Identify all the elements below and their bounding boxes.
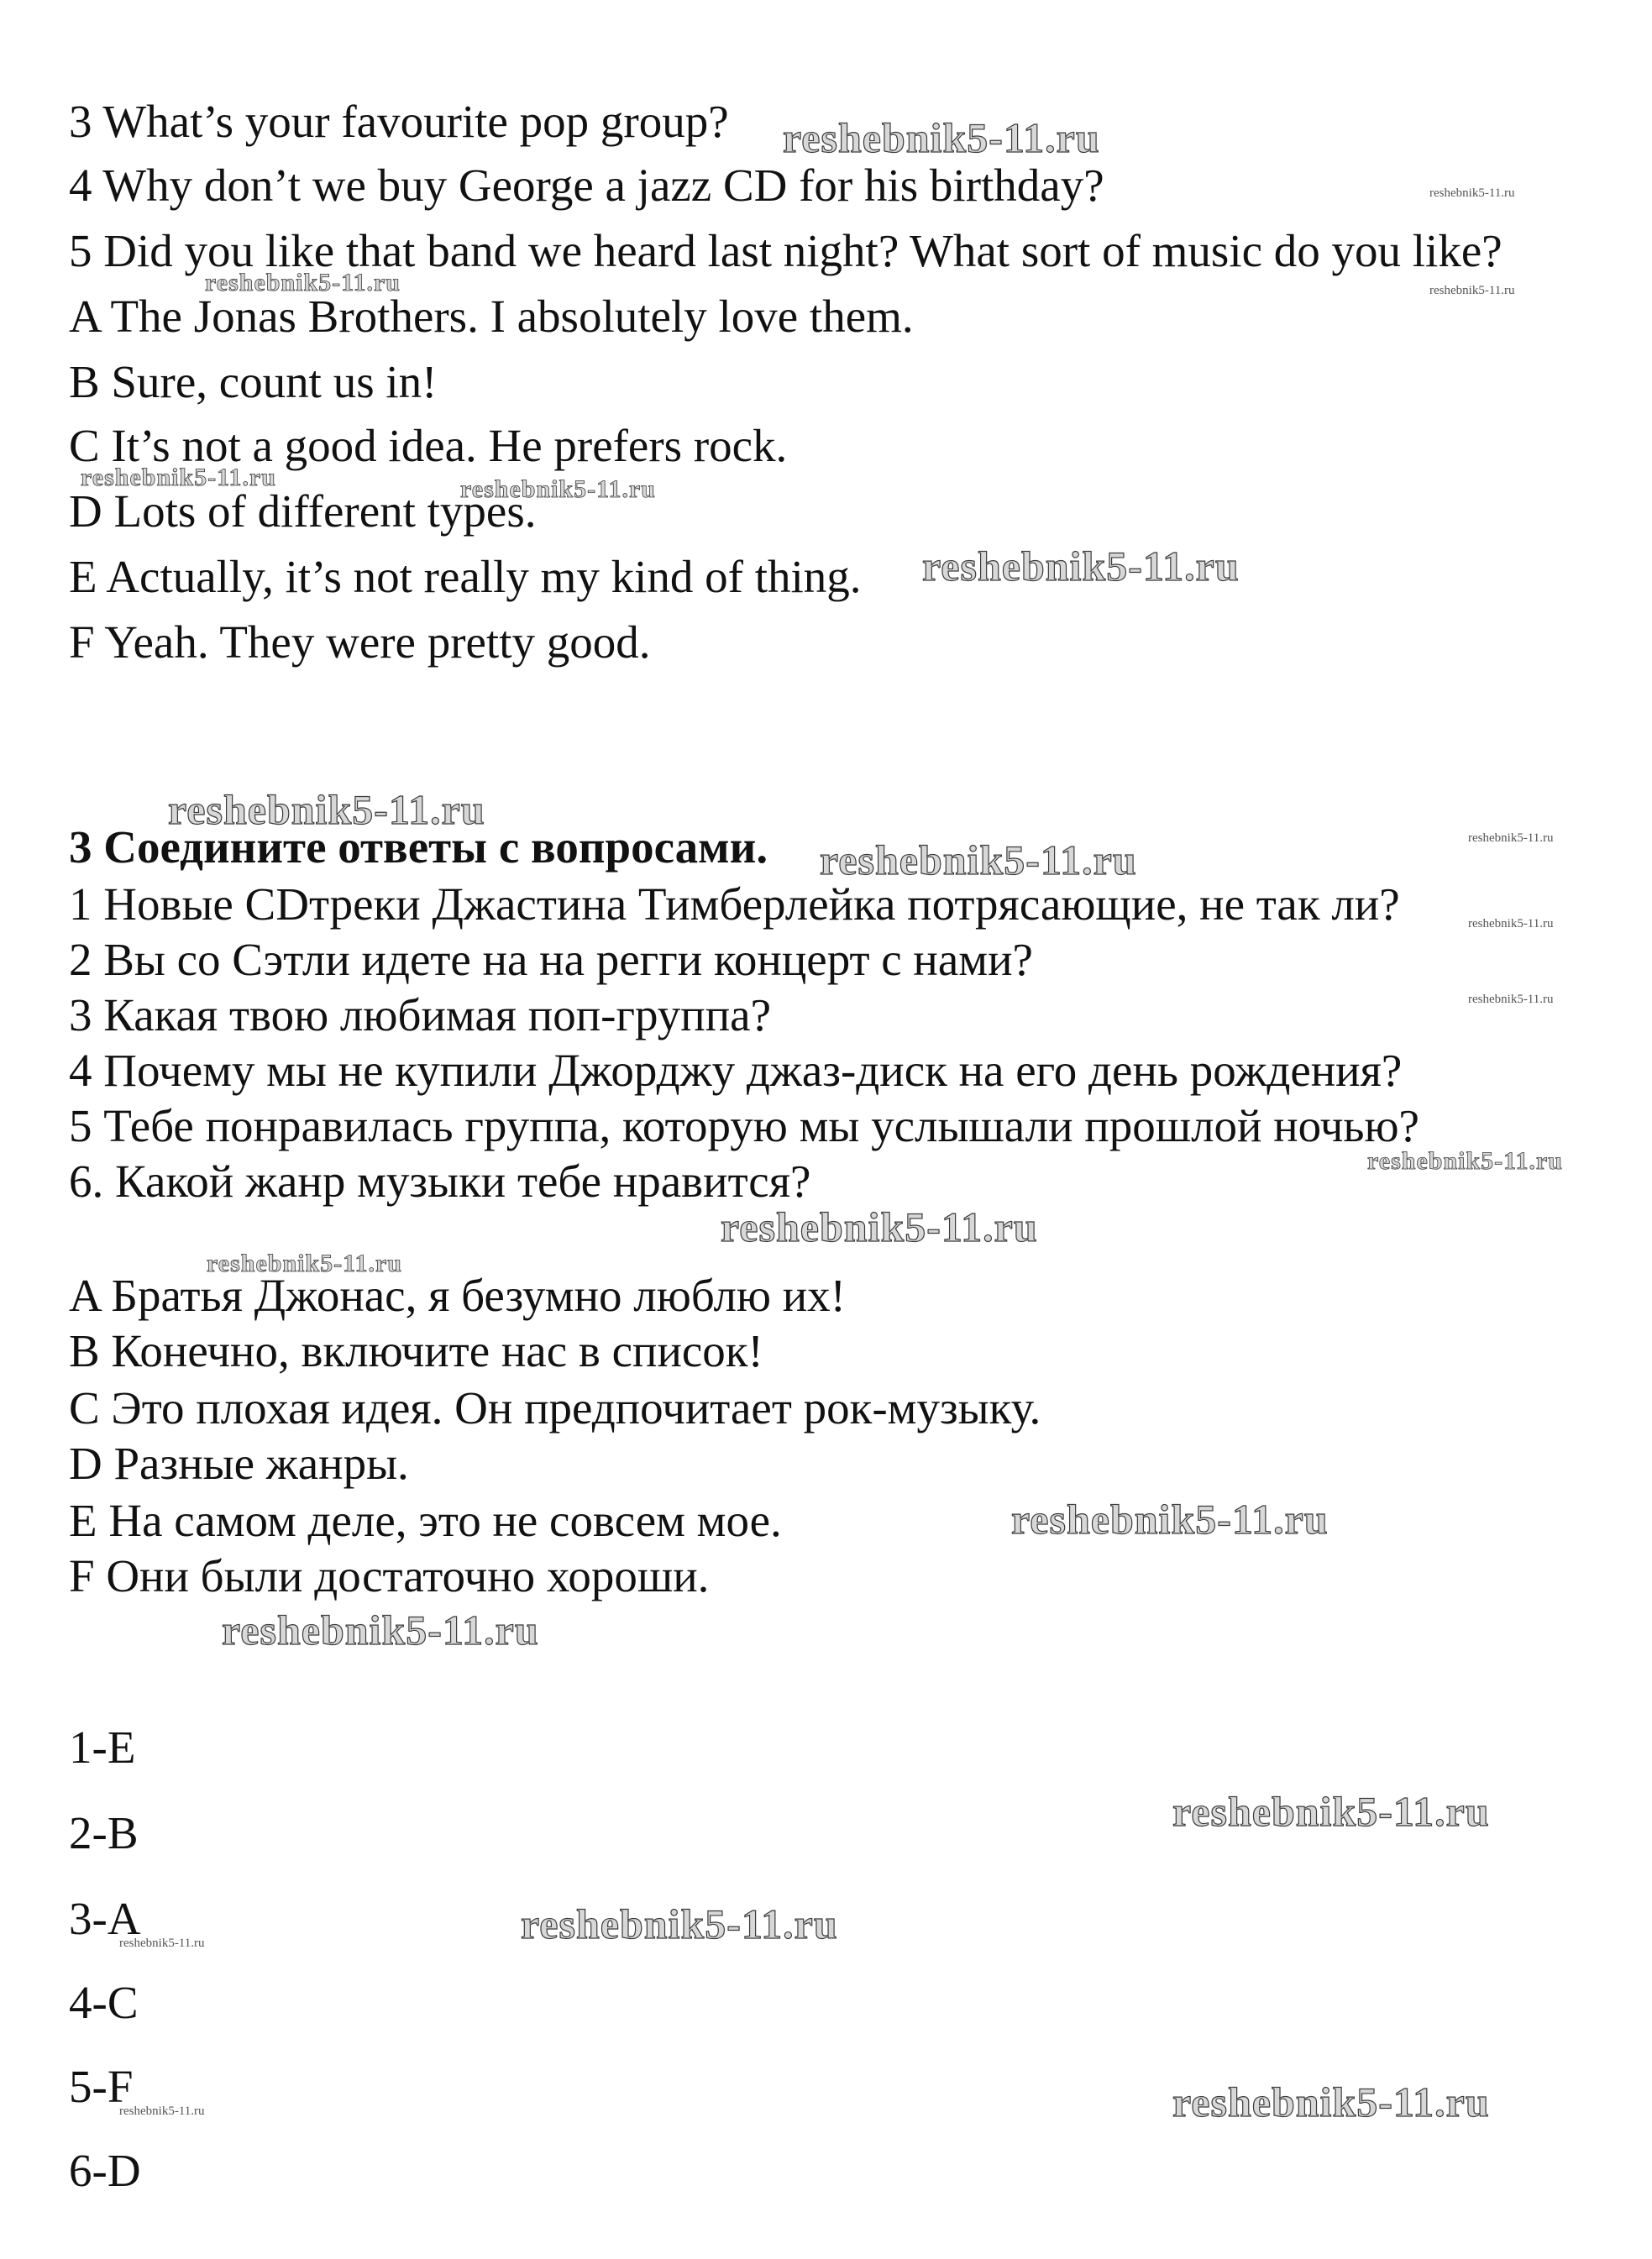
watermark: reshebnik5-11.ru: [1172, 1788, 1490, 1835]
russian-question-2: 2 Вы со Сэтли идете на на регги концерт с нами?: [69, 934, 1033, 985]
russian-question-5: 5 Тебе понравилась группа, которую мы услышали прошлой ночью?: [69, 1100, 1419, 1151]
english-question-4: 4 Why don’t we buy George a jazz CD for his birthday?: [69, 160, 1104, 211]
key-6: 6-D: [69, 2145, 141, 2196]
watermark: reshebnik5-11.ru: [521, 1900, 838, 1947]
watermark: reshebnik5-11.ru: [721, 1203, 1038, 1250]
key-2: 2-B: [69, 1807, 139, 1858]
watermark: reshebnik5-11.ru: [119, 2104, 205, 2118]
watermark: reshebnik5-11.ru: [1468, 917, 1554, 930]
english-answer-e: E Actually, it’s not really my kind of thing.: [69, 551, 862, 602]
russian-question-4: 4 Почему мы не купили Джорджу джаз-диск на его день рождения?: [69, 1045, 1403, 1096]
english-answer-c: C It’s not a good idea. He prefers rock.: [69, 420, 788, 471]
russian-answer-d: D Разные жанры.: [69, 1438, 409, 1489]
watermark: reshebnik5-11.ru: [1429, 284, 1515, 297]
key-3: 3-A: [69, 1893, 141, 1944]
watermark: reshebnik5-11.ru: [119, 1937, 205, 1950]
watermark: reshebnik5-11.ru: [168, 786, 485, 833]
russian-answer-f: F Они были достаточно хороши.: [69, 1550, 710, 1601]
watermark: reshebnik5-11.ru: [1172, 2078, 1490, 2125]
english-question-5: 5 Did you like that band we heard last night? What sort of music do you like?: [69, 225, 1503, 276]
watermark: reshebnik5-11.ru: [783, 114, 1100, 161]
watermark: reshebnik5-11.ru: [1468, 993, 1554, 1006]
watermark: reshebnik5-11.ru: [922, 542, 1240, 590]
watermark: reshebnik5-11.ru: [460, 475, 656, 503]
key-5: 5-F: [69, 2061, 134, 2112]
russian-answer-c: C Это плохая идея. Он предпочитает рок-музыку.: [69, 1382, 1041, 1433]
russian-question-6: 6. Какой жанр музыки тебе нравится?: [69, 1156, 811, 1207]
watermark: reshebnik5-11.ru: [222, 1606, 539, 1654]
russian-question-3: 3 Какая твою любимая поп-группа?: [69, 989, 771, 1040]
watermark: reshebnik5-11.ru: [205, 269, 401, 296]
key-4: 4-C: [69, 1977, 139, 2028]
english-answer-b: B Sure, count us in!: [69, 356, 438, 407]
russian-answer-b: B Конечно, включите нас в список!: [69, 1325, 763, 1376]
watermark: reshebnik5-11.ru: [1468, 831, 1554, 845]
watermark: reshebnik5-11.ru: [81, 464, 276, 491]
key-1: 1-E: [69, 1722, 136, 1773]
english-answer-f: F Yeah. They were pretty good.: [69, 616, 651, 668]
english-answer-a: A The Jonas Brothers. I absolutely love them.: [69, 291, 914, 342]
russian-answer-a: A Братья Джонас, я безумно люблю их!: [69, 1270, 846, 1321]
watermark: reshebnik5-11.ru: [1429, 186, 1515, 200]
watermark: reshebnik5-11.ru: [1367, 1147, 1563, 1175]
section-heading: 3 Соедините ответы с вопросами.: [69, 821, 768, 873]
english-question-3: 3 What’s your favourite pop group?: [69, 96, 729, 147]
russian-answer-e: E На самом деле, это не совсем мое.: [69, 1495, 782, 1546]
russian-question-1: 1 Новые CDтреки Джастина Тимберлейка потрясающие, не так ли?: [69, 878, 1400, 930]
watermark: reshebnik5-11.ru: [820, 836, 1137, 883]
watermark: reshebnik5-11.ru: [207, 1250, 402, 1277]
english-answer-d: D Lots of different types.: [69, 485, 537, 537]
watermark: reshebnik5-11.ru: [1011, 1496, 1329, 1543]
